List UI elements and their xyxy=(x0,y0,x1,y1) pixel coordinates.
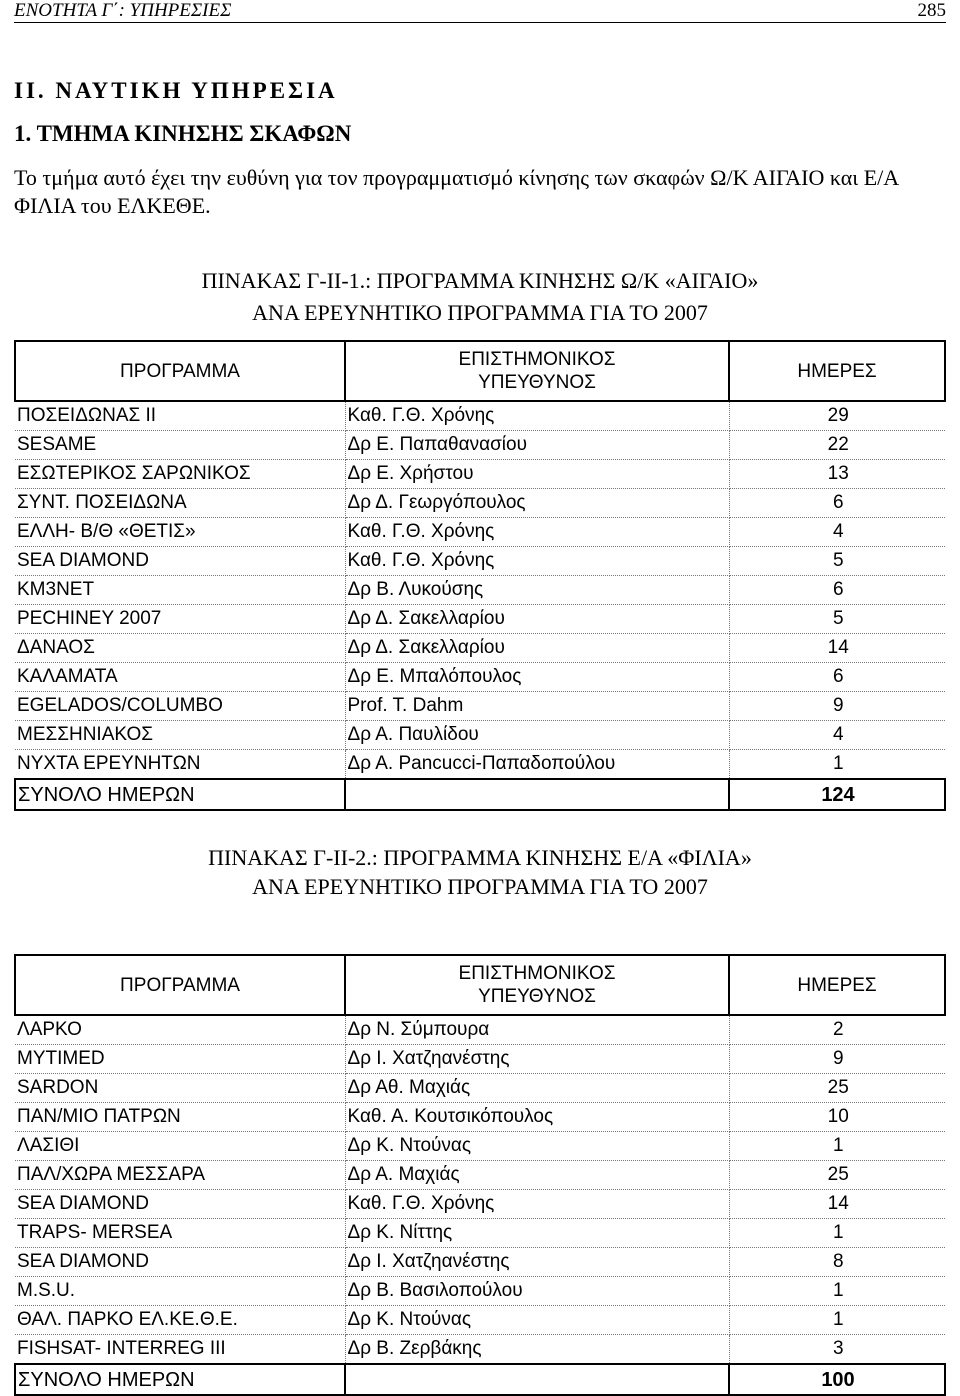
cell-program: ΕΣΩΤΕΡΙΚΟΣ ΣΑΡΩΝΙΚΟΣ xyxy=(15,460,345,489)
cell-days: 1 xyxy=(729,1277,945,1306)
cell-program: ΜΕΣΣΗΝΙΑΚΟΣ xyxy=(15,721,345,750)
cell-scientist: Δρ Ε. Μπαλόπουλος xyxy=(345,663,729,692)
section-title: ΕΝΟΤΗΤΑ Γ΄: ΥΠΗΡΕΣΙΕΣ xyxy=(14,0,232,21)
cell-days: 10 xyxy=(729,1103,945,1132)
intro-paragraph: Το τμήμα αυτό έχει την ευθύνη για τον προγραμματισμό κίνησης των σκαφών Ω/Κ ΑΙΓΑΙΟ και Ε/Α ΦΙΛΙΑ του ΕΛΚΕΘΕ. xyxy=(14,165,898,218)
cell-days: 1 xyxy=(729,1219,945,1248)
page-header xyxy=(14,0,946,23)
cell-program: ΣΥΝΤ. ΠΟΣΕΙΔΩΝΑ xyxy=(15,489,345,518)
cell-days: 1 xyxy=(729,1306,945,1335)
cell-days: 9 xyxy=(729,692,945,721)
cell-program: KM3NET xyxy=(15,576,345,605)
total-days: 100 xyxy=(729,1364,945,1395)
total-empty xyxy=(345,779,729,810)
table-row xyxy=(15,431,945,460)
cell-program: SESAME xyxy=(15,431,345,460)
table2-caption-line1: ΠΙΝΑΚΑΣ Γ-ΙΙ-2.: ΠΡΟΓΡΑΜΜΑ ΚΙΝΗΣΗΣ Ε/Α «ΦΙΛΙΑ» xyxy=(208,845,752,870)
cell-scientist: Καθ. Γ.Θ. Χρόνης xyxy=(345,1190,729,1219)
cell-program: ΝΥΧΤΑ ΕΡΕΥΝΗΤΩΝ xyxy=(15,750,345,780)
cell-days: 9 xyxy=(729,1045,945,1074)
cell-scientist: Δρ Κ. Ντούνας xyxy=(345,1132,729,1161)
col-header-scientist xyxy=(345,341,729,401)
cell-scientist: Καθ. Α. Κουτσικόπουλος xyxy=(345,1103,729,1132)
table-row xyxy=(15,518,945,547)
table-row xyxy=(15,1161,945,1190)
table-row xyxy=(15,1335,945,1365)
table1-caption-line2: ΑΝΑ ΕΡΕΥΝΗΤΙΚΟ ΠΡΟΓΡΑΜΜΑ ΓΙΑ ΤΟ 2007 xyxy=(252,300,708,325)
cell-scientist: Δρ Δ. Σακελλαρίου xyxy=(345,605,729,634)
cell-program: TRAPS- MERSEA xyxy=(15,1219,345,1248)
cell-program: SARDON xyxy=(15,1074,345,1103)
cell-program: ΠΟΣΕΙΔΩΝΑΣ ΙΙ xyxy=(15,401,345,431)
cell-days: 25 xyxy=(729,1074,945,1103)
cell-days: 8 xyxy=(729,1248,945,1277)
cell-days: 6 xyxy=(729,576,945,605)
table-aigaio xyxy=(14,340,946,811)
table2-caption-line2: ΑΝΑ ΕΡΕΥΝΗΤΙΚΟ ΠΡΟΓΡΑΜΜΑ ΓΙΑ ΤΟ 2007 xyxy=(252,874,708,899)
cell-scientist: Δρ Κ. Νίττης xyxy=(345,1219,729,1248)
cell-days: 6 xyxy=(729,663,945,692)
page-number: 285 xyxy=(917,0,946,21)
cell-scientist: Καθ. Γ.Θ. Χρόνης xyxy=(345,401,729,431)
cell-days: 1 xyxy=(729,750,945,780)
cell-scientist: Δρ Α. Παυλίδου xyxy=(345,721,729,750)
table-row xyxy=(15,1132,945,1161)
table1-caption-line1: ΠΙΝΑΚΑΣ Γ-ΙΙ-1.: ΠΡΟΓΡΑΜΜΑ ΚΙΝΗΣΗΣ Ω/Κ «ΑΙΓΑΙΟ» xyxy=(201,268,759,293)
table-row xyxy=(15,634,945,663)
cell-scientist: Prof. T. Dahm xyxy=(345,692,729,721)
cell-scientist: Δρ Δ. Γεωργόπουλος xyxy=(345,489,729,518)
cell-days: 2 xyxy=(729,1015,945,1045)
table-aigaio-body xyxy=(15,401,945,779)
table-row xyxy=(15,401,945,431)
table-row xyxy=(15,1219,945,1248)
cell-days: 5 xyxy=(729,547,945,576)
cell-scientist: Δρ Α. Pancucci-Παπαδοπούλου xyxy=(345,750,729,780)
cell-program: ΕΛΛΗ- Β/Θ «ΘΕΤΙΣ» xyxy=(15,518,345,547)
cell-scientist: Δρ Κ. Ντούνας xyxy=(345,1306,729,1335)
cell-scientist: Δρ Β. Βασιλοπούλου xyxy=(345,1277,729,1306)
cell-days: 14 xyxy=(729,1190,945,1219)
cell-days: 4 xyxy=(729,518,945,547)
cell-scientist: Δρ Ν. Σύμπουρα xyxy=(345,1015,729,1045)
cell-days: 22 xyxy=(729,431,945,460)
cell-scientist: Δρ Ι. Χατζηανέστης xyxy=(345,1045,729,1074)
total-row xyxy=(15,1364,945,1395)
col-header-program: ΠΡΟΓΡΑΜΜΑ xyxy=(15,955,345,1015)
table-row xyxy=(15,1103,945,1132)
cell-program: SEA DIAMOND xyxy=(15,1248,345,1277)
table-row xyxy=(15,460,945,489)
cell-program: ΔΑΝΑΟΣ xyxy=(15,634,345,663)
cell-scientist: Δρ Ι. Χατζηανέστης xyxy=(345,1248,729,1277)
col-header-scientist xyxy=(345,955,729,1015)
cell-days: 14 xyxy=(729,634,945,663)
table-filia xyxy=(14,954,946,1396)
col-header-days: ΗΜΕΡΕΣ xyxy=(729,955,945,1015)
cell-scientist: Δρ Ε. Παπαθανασίου xyxy=(345,431,729,460)
cell-program: ΠΑΛ/ΧΩΡΑ ΜΕΣΣΑΡΑ xyxy=(15,1161,345,1190)
cell-program: FISHSAT- INTERREG III xyxy=(15,1335,345,1365)
cell-program: ΛΑΣΙΘΙ xyxy=(15,1132,345,1161)
cell-days: 5 xyxy=(729,605,945,634)
table-filia-body xyxy=(15,1015,945,1364)
table-row xyxy=(15,1190,945,1219)
total-days: 124 xyxy=(729,779,945,810)
cell-days: 25 xyxy=(729,1161,945,1190)
cell-program: SEA DIAMOND xyxy=(15,547,345,576)
col-header-days: ΗΜΕΡΕΣ xyxy=(729,341,945,401)
total-row xyxy=(15,779,945,810)
cell-program: EGELADOS/COLUMBO xyxy=(15,692,345,721)
cell-days: 6 xyxy=(729,489,945,518)
cell-scientist: Δρ Β. Ζερβάκης xyxy=(345,1335,729,1365)
cell-program: ΘΑΛ. ΠΑΡΚΟ ΕΛ.ΚΕ.Θ.Ε. xyxy=(15,1306,345,1335)
heading-naval-service: ΙΙ. ΝΑΥΤΙΚΗ ΥΠΗΡΕΣΙΑ xyxy=(14,78,338,103)
col-header-program: ΠΡΟΓΡΑΜΜΑ xyxy=(15,341,345,401)
total-empty xyxy=(345,1364,729,1395)
cell-days: 3 xyxy=(729,1335,945,1365)
table-row xyxy=(15,1045,945,1074)
table-row xyxy=(15,576,945,605)
cell-program: SEA DIAMOND xyxy=(15,1190,345,1219)
cell-program: MYTIMED xyxy=(15,1045,345,1074)
table-row xyxy=(15,692,945,721)
heading-vessel-movement: 1. ΤΜΗΜΑ ΚΙΝΗΣΗΣ ΣΚΑΦΩΝ xyxy=(14,121,352,146)
cell-days: 4 xyxy=(729,721,945,750)
table-row xyxy=(15,605,945,634)
table-row xyxy=(15,489,945,518)
cell-scientist: Δρ Ε. Χρήστου xyxy=(345,460,729,489)
col-header-scientist-line1: ΕΠΙΣΤΗΜΟΝΙΚΟΣ xyxy=(458,349,616,370)
cell-scientist: Δρ Αθ. Μαχιάς xyxy=(345,1074,729,1103)
table-row xyxy=(15,1248,945,1277)
cell-days: 29 xyxy=(729,401,945,431)
table-row xyxy=(15,1306,945,1335)
table-row xyxy=(15,1015,945,1045)
cell-program: ΛΑΡΚΟ xyxy=(15,1015,345,1045)
cell-program: M.S.U. xyxy=(15,1277,345,1306)
table-row xyxy=(15,1277,945,1306)
table-row xyxy=(15,721,945,750)
col-header-scientist-line1: ΕΠΙΣΤΗΜΟΝΙΚΟΣ xyxy=(458,963,616,984)
table-row xyxy=(15,750,945,780)
cell-days: 1 xyxy=(729,1132,945,1161)
cell-days: 13 xyxy=(729,460,945,489)
total-label: ΣΥΝΟΛΟ ΗΜΕΡΩΝ xyxy=(15,1364,345,1395)
total-label: ΣΥΝΟΛΟ ΗΜΕΡΩΝ xyxy=(15,779,345,810)
col-header-scientist-line2: ΥΠΕΥΘΥΝΟΣ xyxy=(478,986,596,1007)
table-row xyxy=(15,663,945,692)
cell-scientist: Δρ Β. Λυκούσης xyxy=(345,576,729,605)
col-header-scientist-line2: ΥΠΕΥΘΥΝΟΣ xyxy=(478,372,596,393)
table-row xyxy=(15,1074,945,1103)
cell-scientist: Δρ Α. Μαχιάς xyxy=(345,1161,729,1190)
cell-scientist: Δρ Δ. Σακελλαρίου xyxy=(345,634,729,663)
cell-program: PECHINEY 2007 xyxy=(15,605,345,634)
cell-scientist: Καθ. Γ.Θ. Χρόνης xyxy=(345,518,729,547)
table-row xyxy=(15,547,945,576)
cell-scientist: Καθ. Γ.Θ. Χρόνης xyxy=(345,547,729,576)
cell-program: ΠΑΝ/ΜΙΟ ΠΑΤΡΩΝ xyxy=(15,1103,345,1132)
cell-program: ΚΑΛΑΜΑΤΑ xyxy=(15,663,345,692)
